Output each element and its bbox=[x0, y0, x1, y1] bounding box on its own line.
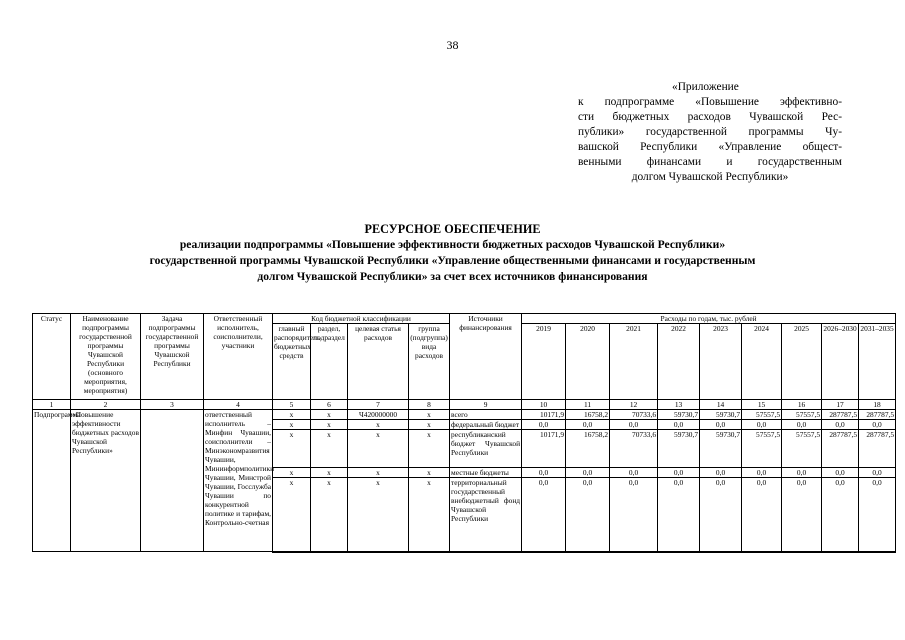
code-cell: x bbox=[311, 430, 348, 468]
value-cell: 10171,9 bbox=[522, 430, 566, 468]
value-cell: 70733,6 bbox=[610, 430, 658, 468]
code-cell: x bbox=[409, 478, 450, 552]
code-cell: x bbox=[348, 420, 409, 430]
header-budget-code: Код бюджетной классификации bbox=[273, 314, 450, 324]
value-cell: 0,0 bbox=[859, 468, 896, 478]
header-sources: Источники финансирования bbox=[450, 314, 522, 400]
header-year: 2031–2035 bbox=[859, 324, 896, 400]
code-cell: x bbox=[273, 478, 311, 552]
column-number: 14 bbox=[700, 400, 742, 410]
column-number: 8 bbox=[409, 400, 450, 410]
value-cell: 0,0 bbox=[822, 468, 859, 478]
header-row bbox=[33, 314, 896, 324]
header-code-target: целевая статья расходов bbox=[348, 324, 409, 400]
appendix-line: к подпрограмме «Повышение эффективно- bbox=[578, 96, 842, 108]
value-cell: 0,0 bbox=[610, 420, 658, 430]
appendix-line: «Приложение bbox=[672, 81, 739, 93]
column-number: 10 bbox=[522, 400, 566, 410]
value-cell: 0,0 bbox=[658, 478, 700, 552]
value-cell: 287787,5 bbox=[822, 430, 859, 468]
source-cell: местные бюджеты bbox=[450, 468, 522, 478]
value-cell: 57557,5 bbox=[782, 410, 822, 420]
value-cell: 16758,2 bbox=[566, 410, 610, 420]
heading-line: государственной программы Чувашской Республики «Управление общественными финансами и государственным bbox=[149, 254, 756, 267]
code-cell: x bbox=[409, 420, 450, 430]
value-cell: 0,0 bbox=[566, 468, 610, 478]
column-number: 7 bbox=[348, 400, 409, 410]
row-status: Подпрограмма bbox=[33, 410, 71, 552]
code-cell: Ч420000000 bbox=[348, 410, 409, 420]
appendix-note bbox=[578, 80, 842, 185]
column-number: 17 bbox=[822, 400, 859, 410]
header-year: 2021 bbox=[610, 324, 658, 400]
value-cell: 0,0 bbox=[822, 478, 859, 552]
document-heading bbox=[0, 221, 905, 285]
value-cell: 0,0 bbox=[700, 420, 742, 430]
header-year: 2019 bbox=[522, 324, 566, 400]
code-cell: x bbox=[348, 430, 409, 468]
value-cell: 0,0 bbox=[522, 478, 566, 552]
row-subprogram-name: «Повышение эффективности бюджетных расходов Чувашской Республики» bbox=[71, 410, 141, 552]
page-number: 38 bbox=[446, 38, 459, 52]
value-cell: 0,0 bbox=[522, 420, 566, 430]
source-cell: территориальный государственный внебюджетный фонд Чувашской Республики bbox=[450, 478, 522, 552]
code-cell: x bbox=[348, 478, 409, 552]
table-row bbox=[33, 410, 896, 420]
row-task bbox=[141, 410, 204, 552]
value-cell: 0,0 bbox=[859, 478, 896, 552]
code-cell: x bbox=[409, 410, 450, 420]
value-cell: 0,0 bbox=[782, 420, 822, 430]
value-cell: 16758,2 bbox=[566, 430, 610, 468]
header-year: 2024 bbox=[742, 324, 782, 400]
code-cell: x bbox=[273, 430, 311, 468]
code-cell: x bbox=[311, 478, 348, 552]
row-executor: ответственный исполнитель – Минфин Чувашии, соисполнители – Минэкономразвития Чувашии, Мининформполитики Чувашии, Минстрой Чувашии, Госслужба Чувашии по конкурентной политике и тарифам, Контрольно-счетная bbox=[204, 410, 273, 552]
column-number: 1 bbox=[33, 400, 71, 410]
column-number: 15 bbox=[742, 400, 782, 410]
value-cell: 0,0 bbox=[700, 468, 742, 478]
code-cell: x bbox=[409, 430, 450, 468]
column-number: 3 bbox=[141, 400, 204, 410]
code-cell: x bbox=[348, 468, 409, 478]
heading-line: реализации подпрограммы «Повышение эффективности бюджетных расходов Чувашской Республики» bbox=[179, 238, 726, 251]
appendix-line: венными финансами и государственным bbox=[578, 156, 842, 168]
resource-table bbox=[32, 313, 896, 553]
code-cell: x bbox=[273, 410, 311, 420]
column-number-row bbox=[33, 400, 896, 410]
value-cell: 0,0 bbox=[610, 478, 658, 552]
value-cell: 287787,5 bbox=[859, 410, 896, 420]
header-year: 2026–2030 bbox=[822, 324, 859, 400]
value-cell: 57557,5 bbox=[742, 410, 782, 420]
appendix-line: публики» государственной программы Чу- bbox=[578, 126, 842, 138]
value-cell: 0,0 bbox=[782, 478, 822, 552]
header-code-admin: главный распорядитель бюджетных средств bbox=[273, 324, 311, 400]
value-cell: 0,0 bbox=[782, 468, 822, 478]
value-cell: 57557,5 bbox=[742, 430, 782, 468]
value-cell: 0,0 bbox=[822, 420, 859, 430]
value-cell: 0,0 bbox=[610, 468, 658, 478]
appendix-line: долгом Чувашской Республики» bbox=[631, 171, 789, 183]
column-number: 18 bbox=[859, 400, 896, 410]
heading-line: долгом Чувашской Республики» за счет всех источников финансирования bbox=[257, 270, 648, 283]
value-cell: 57557,5 bbox=[782, 430, 822, 468]
code-cell: x bbox=[311, 410, 348, 420]
value-cell: 0,0 bbox=[742, 478, 782, 552]
code-cell: x bbox=[273, 420, 311, 430]
value-cell: 0,0 bbox=[566, 420, 610, 430]
header-code-group: группа (подгруппа) вида расходов bbox=[409, 324, 450, 400]
column-number: 16 bbox=[782, 400, 822, 410]
column-number: 4 bbox=[204, 400, 273, 410]
value-cell: 10171,9 bbox=[522, 410, 566, 420]
value-cell: 0,0 bbox=[742, 468, 782, 478]
column-number: 6 bbox=[311, 400, 348, 410]
value-cell: 0,0 bbox=[522, 468, 566, 478]
appendix-line: сти бюджетных расходов Чувашской Рес- bbox=[578, 111, 842, 123]
value-cell: 287787,5 bbox=[859, 430, 896, 468]
code-cell: x bbox=[273, 468, 311, 478]
value-cell: 0,0 bbox=[658, 468, 700, 478]
header-year: 2023 bbox=[700, 324, 742, 400]
value-cell: 0,0 bbox=[566, 478, 610, 552]
column-number: 5 bbox=[273, 400, 311, 410]
value-cell: 59730,7 bbox=[658, 410, 700, 420]
value-cell: 59730,7 bbox=[700, 410, 742, 420]
column-number: 12 bbox=[610, 400, 658, 410]
source-cell: республиканский бюджет Чувашской Республики bbox=[450, 430, 522, 468]
header-executor: Ответственный исполнитель, соисполнители, участники bbox=[204, 314, 273, 400]
source-cell: федеральный бюджет bbox=[450, 420, 522, 430]
column-number: 13 bbox=[658, 400, 700, 410]
value-cell: 0,0 bbox=[700, 478, 742, 552]
code-cell: x bbox=[311, 468, 348, 478]
column-number: 9 bbox=[450, 400, 522, 410]
header-status: Статус bbox=[33, 314, 71, 400]
appendix-line: вашской Республики «Управление общест- bbox=[578, 141, 842, 153]
value-cell: 0,0 bbox=[859, 420, 896, 430]
value-cell: 0,0 bbox=[742, 420, 782, 430]
document-title: РЕСУРСНОЕ ОБЕСПЕЧЕНИЕ bbox=[364, 222, 541, 236]
header-expenses: Расходы по годам, тыс. рублей bbox=[522, 314, 896, 324]
source-cell: всего bbox=[450, 410, 522, 420]
header-task: Задача подпрограммы государственной программы Чувашской Республики bbox=[141, 314, 204, 400]
value-cell: 59730,7 bbox=[700, 430, 742, 468]
header-year: 2022 bbox=[658, 324, 700, 400]
header-code-section: раздел, подраздел bbox=[311, 324, 348, 400]
code-cell: x bbox=[311, 420, 348, 430]
column-number: 2 bbox=[71, 400, 141, 410]
value-cell: 0,0 bbox=[658, 420, 700, 430]
header-year: 2020 bbox=[566, 324, 610, 400]
column-number: 11 bbox=[566, 400, 610, 410]
value-cell: 59730,7 bbox=[658, 430, 700, 468]
value-cell: 287787,5 bbox=[822, 410, 859, 420]
header-name: Наименование подпрограммы государственной программы Чувашской Республики (основного мероприятия, мероприятия) bbox=[71, 314, 141, 400]
header-year: 2025 bbox=[782, 324, 822, 400]
value-cell: 70733,6 bbox=[610, 410, 658, 420]
code-cell: x bbox=[409, 468, 450, 478]
